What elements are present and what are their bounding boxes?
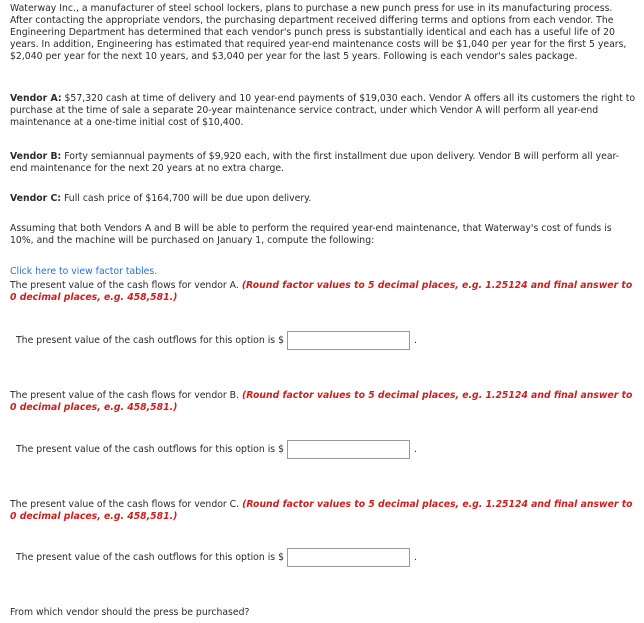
question-c-period: . xyxy=(414,552,417,563)
question-b-period: . xyxy=(414,444,417,455)
vendor-b-paragraph xyxy=(10,151,636,175)
question-b-text: The present value of the cash flows for vendor B. xyxy=(10,390,240,401)
assumption-paragraph: Assuming that both Vendors A and B will be able to perform the required year-end maintenance, that Waterway's cost of funds is 10%, and the machine will be purchased on January 1, compute the following: xyxy=(10,223,612,246)
question-c-answer-row xyxy=(16,548,417,567)
question-b-prompt xyxy=(10,390,636,414)
factor-tables-link[interactable]: Click here to view factor tables. xyxy=(10,266,158,277)
vendor-b-label: Vendor B: xyxy=(10,151,62,162)
question-b-answer-row xyxy=(16,440,417,459)
vendor-c-text: Full cash price of $164,700 will be due upon delivery. xyxy=(61,193,312,204)
question-c-answer-label: The present value of the cash outflows for this option is $ xyxy=(16,552,284,563)
question-a-answer-label: The present value of the cash outflows for this option is $ xyxy=(16,335,284,346)
question-a-period: . xyxy=(414,335,417,346)
vendor-b-text: Forty semiannual payments of $9,920 each, with the first installment due upon delivery. Vendor B will perform all year-end maintenance for the next 20 years at no extra charge. xyxy=(10,151,620,174)
vendor-c-pv-input[interactable] xyxy=(287,548,410,567)
question-a-prompt xyxy=(10,280,636,304)
vendor-a-label: Vendor A: xyxy=(10,93,62,104)
vendor-a-paragraph xyxy=(10,93,636,129)
question-a-text: The present value of the cash flows for vendor A. xyxy=(10,280,239,291)
question-c-text: The present value of the cash flows for vendor C. xyxy=(10,499,240,510)
vendor-b-pv-input[interactable] xyxy=(287,440,410,459)
vendor-c-label: Vendor C: xyxy=(10,193,62,204)
intro-paragraph: Waterway Inc., a manufacturer of steel school lockers, plans to purchase a new punch press for use in its manufacturing process. After contacting the appropriate vendors, the purchasing department received differing terms and options from each vendor. The Engineering Department has determined that each vendor's punch press is substantially identical and each has a useful life of 20 years. In addition, Engineering has estimated that required year-end maintenance costs will be $1,040 per year for the first 5 years, $2,040 per year for the next 10 years, and $3,040 per year for the last 5 years. Following is each vendor's sales package. xyxy=(10,3,627,62)
vendor-c-paragraph xyxy=(10,193,636,205)
vendor-a-text: $57,320 cash at time of delivery and 10 year-end payments of $19,030 each. Vendor A offers all its customers the right to purchase at the time of sale a separate 20-year maintenance service contract, under which Vendor A will perform all year-end maintenance at a one-time initial cost of $10,400. xyxy=(10,93,636,128)
question-c-prompt xyxy=(10,499,636,523)
question-b-answer-label: The present value of the cash outflows for this option is $ xyxy=(16,444,284,455)
question-b-rounding-note: (Round factor values to 5 decimal places, e.g. 1.25124 and final answer to 0 decimal places, e.g. 458,581.) xyxy=(10,390,633,413)
final-question: From which vendor should the press be purchased? xyxy=(10,607,250,618)
question-a-rounding-note: (Round factor values to 5 decimal places, e.g. 1.25124 and final answer to 0 decimal places, e.g. 458,581.) xyxy=(10,280,633,303)
question-a-answer-row xyxy=(16,331,417,350)
question-c-rounding-note: (Round factor values to 5 decimal places, e.g. 1.25124 and final answer to 0 decimal places, e.g. 458,581.) xyxy=(10,499,633,522)
vendor-a-pv-input[interactable] xyxy=(287,331,410,350)
